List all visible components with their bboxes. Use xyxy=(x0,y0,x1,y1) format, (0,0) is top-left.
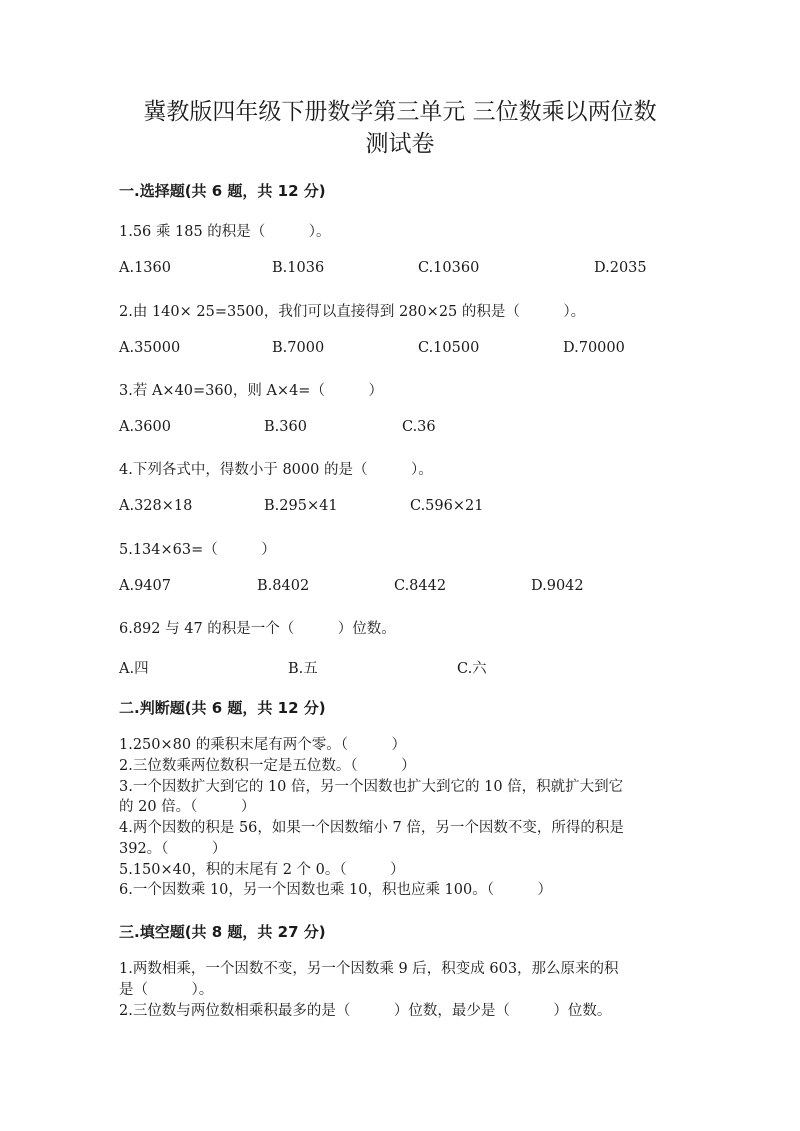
question-1: 1.56 乘 185 的积是（ ）。 xyxy=(119,224,331,240)
q6-option-a: A.四 xyxy=(119,661,149,677)
q2-option-c: C.10500 xyxy=(418,340,480,356)
tf-question-4-line-2: 392。（ ） xyxy=(119,841,227,857)
tf-question-6: 6.一个因数乘 10，另一个因数也乘 10，积也应乘 100。（ ） xyxy=(119,882,552,898)
q1-option-c: C.10360 xyxy=(418,260,480,276)
page-title xyxy=(0,96,800,160)
tf-question-1: 1.250×80 的乘积末尾有两个零。（ ） xyxy=(119,737,406,753)
q4-option-b: B.295×41 xyxy=(264,498,338,514)
question-6: 6.892 与 47 的积是一个（ ）位数。 xyxy=(119,621,396,637)
fill-question-1-line-1: 1.两数相乘，一个因数不变，另一个因数乘 9 后，积变成 603，那么原来的积 xyxy=(119,961,619,977)
question-5: 5.134×63=（ ） xyxy=(119,542,276,558)
q4-option-c: C.596×21 xyxy=(410,498,484,514)
title-line-2: 测试卷 xyxy=(365,131,435,157)
q5-option-c: C.8442 xyxy=(394,578,447,594)
section-heading-choice: 一.选择题(共 6 题，共 12 分) xyxy=(119,182,326,200)
question-2: 2.由 140× 25=3500，我们可以直接得到 280×25 的积是（ ）。 xyxy=(119,304,586,320)
q3-option-c: C.36 xyxy=(402,419,436,435)
section-heading-true-false: 二.判断题(共 6 题，共 12 分) xyxy=(119,699,326,717)
title-line-1: 冀教版四年级下册数学第三单元 三位数乘以两位数 xyxy=(143,99,657,125)
q2-option-d: D.70000 xyxy=(563,340,625,356)
question-4: 4.下列各式中，得数小于 8000 的是（ ）。 xyxy=(119,462,433,478)
tf-question-3-line-1: 3.一个因数扩大到它的 10 倍，另一个因数也扩大到它的 10 倍，积就扩大到它 xyxy=(119,779,624,795)
question-3: 3.若 A×40=360，则 A×4=（ ） xyxy=(119,383,383,399)
tf-question-3-line-2: 的 20 倍。（ ） xyxy=(119,799,256,815)
fill-question-2: 2.三位数与两位数相乘积最多的是（ ）位数，最少是（ ）位数。 xyxy=(119,1003,612,1019)
tf-question-2: 2.三位数乘两位数积一定是五位数。（ ） xyxy=(119,758,416,774)
q5-option-d: D.9042 xyxy=(531,578,584,594)
q4-option-a: A.328×18 xyxy=(119,498,193,514)
fill-question-1-line-2: 是（ ）。 xyxy=(119,982,214,998)
tf-question-5: 5.150×40，积的末尾有 2 个 0。（ ） xyxy=(119,862,405,878)
q1-option-d: D.2035 xyxy=(594,260,647,276)
q5-option-b: B.8402 xyxy=(257,578,310,594)
q1-option-b: B.1036 xyxy=(272,260,325,276)
q6-option-c: C.六 xyxy=(457,661,487,677)
tf-question-4-line-1: 4.两个因数的积是 56，如果一个因数缩小 7 倍，另一个因数不变，所得的积是 xyxy=(119,820,624,836)
q2-option-b: B.7000 xyxy=(272,340,325,356)
q6-option-b: B.五 xyxy=(288,661,318,677)
q3-option-a: A.3600 xyxy=(119,419,171,435)
section-heading-fill-in: 三.填空题(共 8 题，共 27 分) xyxy=(119,923,326,941)
q1-option-a: A.1360 xyxy=(119,260,171,276)
q5-option-a: A.9407 xyxy=(119,578,171,594)
q3-option-b: B.360 xyxy=(264,419,307,435)
q2-option-a: A.35000 xyxy=(119,340,181,356)
